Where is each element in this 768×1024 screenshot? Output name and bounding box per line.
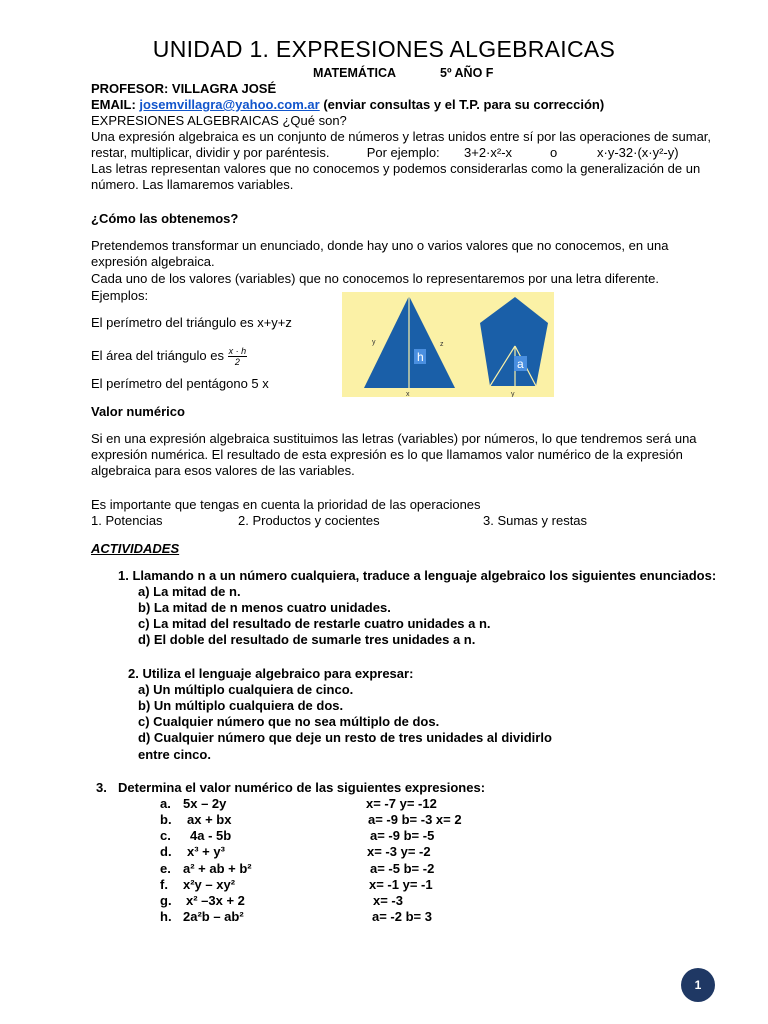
example-or: o <box>550 145 558 160</box>
email-link[interactable]: josemvillagra@yahoo.com.ar <box>139 97 320 112</box>
list-item: c) La mitad del resultado de restarle cuatro unidades a n. <box>138 616 491 631</box>
definition-text: restar, multiplicar, dividir y por paréntesis. <box>91 145 330 160</box>
list-item: b) La mitad de n menos cuatro unidades. <box>138 600 391 615</box>
expr-formula: 2a²b – ab² <box>183 909 244 924</box>
expr-values: x= -1 y= -1 <box>369 877 433 892</box>
page-number-badge: 1 <box>681 968 715 1002</box>
label-h: h <box>417 350 424 364</box>
example-triangle-perimeter: El perímetro del triángulo es x+y+z <box>91 315 292 330</box>
label-a: a <box>517 357 524 371</box>
expr-formula: x²y – xy² <box>183 877 236 892</box>
priority-item: 2. Productos y cocientes <box>238 513 380 528</box>
email-note: (enviar consultas y el T.P. para su corrección) <box>323 97 605 112</box>
activity-2-title: 2. Utiliza el lenguaje algebraico para expresar: <box>128 666 414 681</box>
expr-letter: e. <box>160 861 171 876</box>
email-label: EMAIL: <box>91 97 136 112</box>
expr-letter: h. <box>160 909 172 924</box>
expr-formula: x² –3x + 2 <box>186 893 245 908</box>
fraction-denominator: 2 <box>234 357 240 367</box>
pentagon-shape <box>480 297 548 386</box>
subject-label: MATEMÁTICA <box>313 66 397 80</box>
priority-intro: Es importante que tengas en cuenta la prioridad de las operaciones <box>91 497 481 512</box>
list-item: c) Cualquier número que no sea múltiplo de dos. <box>138 714 440 729</box>
example-triangle-area <box>91 346 247 367</box>
label-y: y <box>372 339 376 346</box>
paragraph-numeric-line2: expresión numérica. El resultado de esta expresión es lo que llamamos valor numérico de la expresión <box>91 447 683 462</box>
expr-letter: c. <box>160 828 171 843</box>
expr-values: a= -9 b= -5 <box>370 828 435 843</box>
expr-letter: g. <box>160 893 172 908</box>
example-label: Por ejemplo: <box>366 145 440 160</box>
label-y-pentagon: y <box>511 391 515 397</box>
expr-formula: 4a - 5b <box>190 828 232 843</box>
paragraph-numeric-line1: Si en una expresión algebraica sustituimos las letras (variables) por números, lo que tendremos será una <box>91 431 697 446</box>
paragraph-definition-line1: Una expresión algebraica es un conjunto de números y letras unidos entre sí por las operaciones de sumar, <box>91 129 712 144</box>
expr-values: a= -2 b= 3 <box>372 909 432 924</box>
expr-letter: a. <box>160 796 171 811</box>
activities-heading: ACTIVIDADES <box>91 541 180 556</box>
expr-letter: b. <box>160 812 172 827</box>
area-fraction <box>228 346 248 367</box>
fraction-numerator: x · h <box>228 346 247 356</box>
paragraph-how-line1: Pretendemos transformar un enunciado, donde hay uno o varios valores que no conocemos, en una <box>91 238 669 253</box>
example-expression-1: 3+2·x²-x <box>464 145 513 160</box>
priority-item: 1. Potencias <box>91 513 163 528</box>
list-item: entre cinco. <box>138 747 211 762</box>
expr-formula: a² + ab + b² <box>183 861 252 876</box>
example-expression-2: x·y-32·(x·y²-y) <box>597 145 679 160</box>
activity-3-number: 3. <box>96 780 107 795</box>
expr-values: x= -3 <box>373 893 403 908</box>
list-item: b) Un múltiplo cualquiera de dos. <box>138 698 344 713</box>
section-heading-numeric-value: Valor numérico <box>91 404 185 419</box>
expr-letter: d. <box>160 844 172 859</box>
triangle-pentagon-illustration <box>342 292 554 397</box>
paragraph-variables-line1: Las letras representan valores que no conocemos y podemos considerarlas como la generalización de un <box>91 161 701 176</box>
paragraph-how-line2: expresión algebraica. <box>91 254 215 269</box>
professor-line: PROFESOR: VILLAGRA JOSÉ <box>91 81 277 96</box>
paragraph-how-line3: Cada uno de los valores (variables) que no conocemos lo representaremos por una letra diferente. <box>91 271 659 286</box>
expr-formula: 5x – 2y <box>183 796 227 811</box>
label-z: z <box>440 341 444 348</box>
section-heading-how: ¿Cómo las obtenemos? <box>91 211 239 226</box>
list-item: d) El doble del resultado de sumarle tres unidades a n. <box>138 632 476 647</box>
expr-formula: ax + bx <box>187 812 232 827</box>
geometry-figure <box>342 292 554 397</box>
expr-formula: x³ + y³ <box>187 844 225 859</box>
activity-3-title: Determina el valor numérico de las siguientes expresiones: <box>118 780 486 795</box>
list-item: a) Un múltiplo cualquiera de cinco. <box>138 682 354 697</box>
course-label: 5º AÑO F <box>440 66 494 80</box>
list-item: a) La mitad de n. <box>138 584 241 599</box>
page-title: UNIDAD 1. EXPRESIONES ALGEBRAICAS <box>152 36 616 62</box>
example-pentagon-perimeter: El perímetro del pentágono 5 x <box>91 376 269 391</box>
examples-label: Ejemplos: <box>91 288 149 303</box>
label-x: x <box>406 391 410 397</box>
paragraph-numeric-line3: algebraica para esos valores de las variables. <box>91 463 355 478</box>
section-heading-what: EXPRESIONES ALGEBRAICAS ¿Qué son? <box>91 113 347 128</box>
expr-values: x= -7 y= -12 <box>366 796 437 811</box>
area-text: El área del triángulo es <box>91 347 224 363</box>
list-item: d) Cualquier número que deje un resto de tres unidades al dividirlo <box>138 730 552 745</box>
email-line <box>91 97 604 113</box>
expr-letter: f. <box>160 877 168 892</box>
activity-1-title: 1. Llamando n a un número cualquiera, traduce a lenguaje algebraico los siguientes enunciados: <box>118 568 717 583</box>
expr-values: a= -5 b= -2 <box>370 861 435 876</box>
paragraph-definition-line2 <box>91 145 440 161</box>
paragraph-variables-line2: número. Las llamaremos variables. <box>91 177 294 192</box>
priority-item: 3. Sumas y restas <box>483 513 588 528</box>
expr-values: x= -3 y= -2 <box>367 844 431 859</box>
expr-values: a= -9 b= -3 x= 2 <box>368 812 462 827</box>
